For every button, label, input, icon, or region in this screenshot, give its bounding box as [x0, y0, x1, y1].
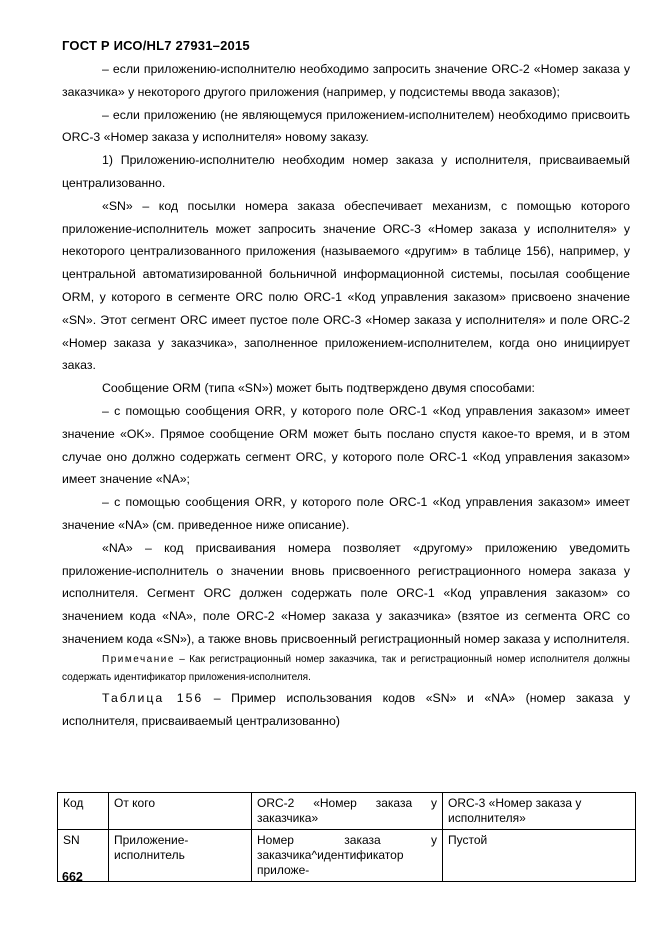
- paragraph: – если приложению-исполнителю необходимо запросить значение ORC-2 «Номер заказа у заказчика» у некоторого другого приложения (например, у подсистемы ввода заказов);: [62, 62, 630, 99]
- note-label: Примечание: [102, 653, 175, 665]
- note: [62, 651, 630, 687]
- table-header-row: [58, 793, 636, 830]
- paragraph: 1) Приложению-исполнителю необходим номер заказа у исполнителя, присваиваемый централизованно.: [62, 153, 630, 190]
- table-header-cell: ORC-3 «Номер заказа у исполнителя»: [443, 793, 636, 830]
- page-number: 662: [62, 870, 83, 884]
- paragraph: – с помощью сообщения ORR, у которого поле ORC-1 «Код управления заказом» имеет значение «OK». Прямое сообщение ORM может быть послано спустя какое-то время, и в этом случае оно должно содержать сегмент ORC, у которого поле ORC-1 «Код управления заказом» имеет значение «NA»;: [62, 403, 630, 487]
- table-header-cell: ORC-2 «Номер заказа у заказчика»: [252, 793, 443, 830]
- table-cell: Приложение-исполнитель: [109, 830, 252, 882]
- body-text: [62, 58, 630, 732]
- paragraph: «NA» – код присваивания номера позволяет «другому» приложению уведомить приложение-исполнитель о значении вновь присвоенного регистрационного номера заказа у исполнителя. Сегмент ORC должен содержать поле ORC-1 «Код управления заказом» со значением кода «NA», поле ORC-2 «Номер заказа у заказчика» (взятое из сегмента ORC со значением кода «SN»), а также вновь присвоенный регистрационный номер заказа у исполнителя.: [62, 540, 630, 646]
- table-row: [58, 830, 636, 882]
- paragraph: – если приложению (не являющемуся приложением-исполнителем) необходимо присвоить ORC-3 «Номер заказа у исполнителя» новому заказу.: [62, 107, 630, 145]
- paragraph: – с помощью сообщения ORR, у которого поле ORC-1 «Код управления заказом» имеет значение «NA» (см. приведенное ниже описание).: [62, 495, 630, 532]
- paragraph: Сообщение ORM (типа «SN») может быть подтверждено двумя способами:: [102, 381, 535, 396]
- document-header: ГОСТ Р ИСО/HL7 27931–2015: [62, 38, 250, 53]
- table-header-cell: Код: [58, 793, 109, 830]
- codes-table: [57, 792, 636, 882]
- table-cell: Пустой: [443, 830, 636, 882]
- table-header-cell: От кого: [109, 793, 252, 830]
- table-caption-text: – Пример использования кодов «SN» и «NA» (номер заказа у исполнителя, присваиваемый централизованно): [62, 690, 630, 728]
- table-cell: SN: [58, 830, 109, 882]
- table-caption: [62, 687, 630, 733]
- table-caption-label: Таблица 156: [102, 690, 204, 705]
- table-cell: Номер заказа у заказчика^идентификатор приложе-: [252, 830, 443, 882]
- paragraph: «SN» – код посылки номера заказа обеспечивает механизм, с помощью которого приложение-исполнитель может запросить значение ORC-3 «Номер заказа у исполнителя» у некоторого централизованного приложения (называемого «другим» в таблице 156), например, у центральной автоматизированной больничной информационной системы, посылая сообщение ORM, у которого в сегменте ORC полю ORC-1 «Код управления заказом» присвоено значение «SN». Этот сегмент ORC имеет пустое поле ORC-3 «Номер заказа у исполнителя» и поле ORC-2 «Номер заказа у заказчика», заполненное приложением-исполнителем, когда оно инициирует заказ.: [62, 198, 630, 373]
- note-text: – Как регистрационный номер заказчика, так и регистрационный номер исполнителя должны содержать идентификатор приложения-исполнителя.: [62, 653, 630, 683]
